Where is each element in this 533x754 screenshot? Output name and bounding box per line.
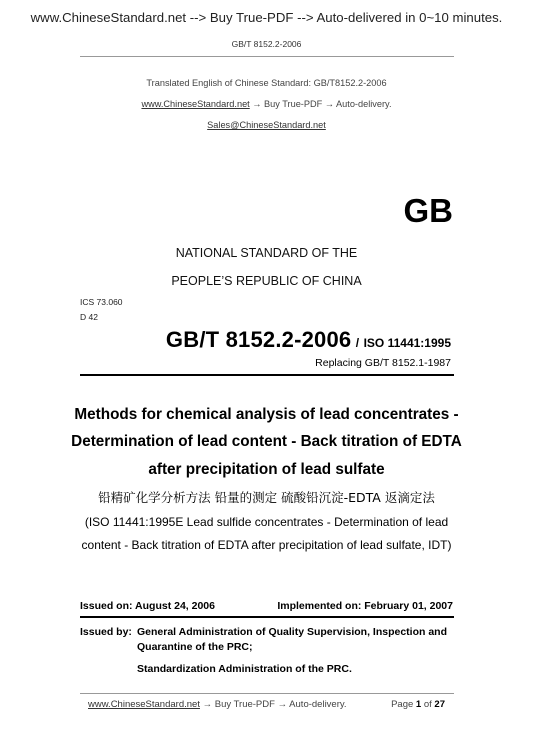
site-line-rest: → Buy True-PDF → Auto-delivery. — [249, 99, 392, 109]
issued-by-line-3: Standardization Administration of the PRC. — [137, 663, 352, 675]
issued-on: Issued on: August 24, 2006 — [80, 600, 215, 612]
footer-divider — [80, 693, 454, 694]
footer-left — [88, 699, 347, 710]
standard-number-block — [166, 327, 451, 353]
chinese-title: 铅精矿化学分析方法 铅量的测定 硫酸铅沉淀-EDTA 返滴定法 — [98, 490, 435, 505]
gb-logo: GB — [403, 192, 453, 229]
title-line-3: after precipitation of lead sulfate — [148, 461, 385, 478]
header-divider — [80, 56, 454, 57]
site-line — [0, 99, 533, 109]
page-label: Page — [391, 699, 414, 710]
ccs-code: D 42 — [80, 312, 98, 322]
issued-by-label: Issued by: — [80, 626, 132, 638]
replacing-line: Replacing GB/T 8152.1-1987 — [315, 357, 451, 369]
site-link[interactable]: www.ChineseStandard.net — [141, 99, 250, 109]
national-standard-line-2: PEOPLE’S REPUBLIC OF CHINA — [171, 274, 362, 288]
header-standard-code: GB/T 8152.2-2006 — [231, 39, 302, 49]
issued-by-line-1: General Administration of Quality Supervision, Inspection and — [137, 626, 447, 638]
page-of: of — [423, 699, 432, 710]
title-line-1: Methods for chemical analysis of lead concentrates - — [74, 406, 459, 423]
ics-code: ICS 73.060 — [80, 297, 123, 307]
email-link[interactable]: Sales@ChineseStandard.net — [207, 120, 326, 130]
issued-divider — [80, 616, 454, 618]
translated-line: Translated English of Chinese Standard: GB/T8152.2-2006 — [146, 78, 387, 88]
page-total: 27 — [434, 699, 445, 710]
email-line — [0, 120, 533, 130]
footer-site-link[interactable]: www.ChineseStandard.net — [88, 699, 200, 710]
issued-by-line-2: Quarantine of the PRC; — [137, 641, 253, 653]
iso-number: ISO 11441:1995 — [363, 336, 451, 350]
title-divider — [80, 374, 454, 376]
footer-rest: → Buy True-PDF → Auto-delivery. — [199, 699, 347, 710]
implemented-on: Implemented on: February 01, 2007 — [277, 600, 453, 612]
standard-slash: / — [355, 336, 360, 350]
iso-desc-line-2: content - Back titration of EDTA after precipitation of lead sulfate, IDT) — [81, 538, 452, 552]
page-number: 1 — [415, 699, 422, 710]
title-line-2: Determination of lead content - Back titration of EDTA — [71, 433, 462, 450]
standard-number: GB/T 8152.2-2006 — [165, 327, 352, 352]
page-indicator — [391, 699, 445, 710]
top-banner: www.ChineseStandard.net --> Buy True-PDF --> Auto-delivered in 0~10 minutes. — [30, 10, 503, 25]
iso-desc-line-1: (ISO 11441:1995E Lead sulfide concentrates - Determination of lead — [84, 515, 449, 529]
national-standard-line-1: NATIONAL STANDARD OF THE — [175, 246, 358, 260]
